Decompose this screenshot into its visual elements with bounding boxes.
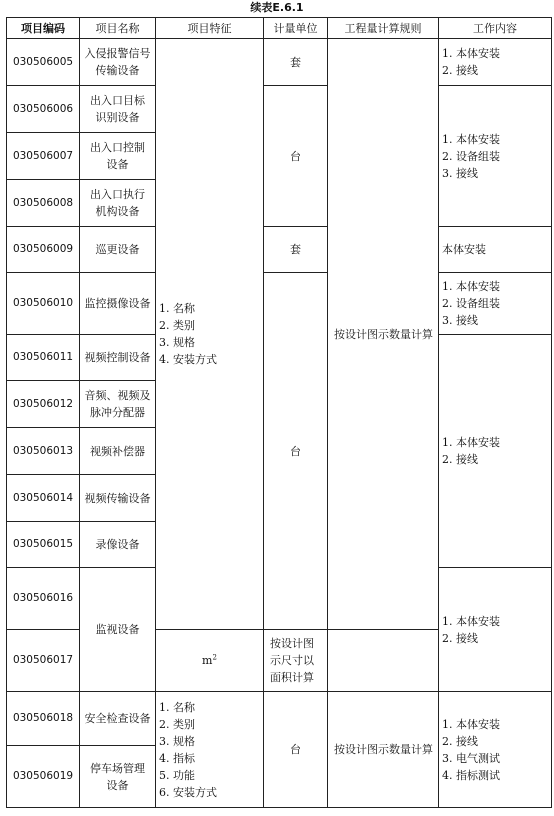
item-code: 030506007 [7,133,80,180]
item-name: 巡更设备 [80,227,156,273]
table-row [7,692,552,746]
item-work: 1. 本体安装 2. 接线 [439,568,552,692]
item-unit: 套 [264,39,328,86]
item-name: 停车场管理 设备 [80,746,156,808]
item-code: 030506019 [7,746,80,808]
header-unit: 计量单位 [264,18,328,39]
item-rule: 按设计图示尺寸以面积计算 [264,630,328,692]
header-row [7,18,552,39]
item-unit: 套 [264,227,328,273]
table-row [7,273,552,335]
header-features: 项目特征 [156,18,264,39]
item-code: 030506009 [7,227,80,273]
item-code: 030506012 [7,381,80,428]
header-rule: 工程量计算规则 [328,18,439,39]
table-row [7,227,552,273]
item-work: 本体安装 [439,227,552,273]
spec-table [6,17,552,808]
item-name: 音频、视频及 脉冲分配器 [80,381,156,428]
table-caption: 续表E.6.1 [250,1,304,14]
item-code: 030506017 [7,630,80,692]
item-rule: 按设计图示数量计算 [328,692,439,808]
item-work: 1. 本体安装 2. 设备组装 3. 接线 [439,86,552,227]
item-code: 030506018 [7,692,80,746]
item-code: 030506013 [7,428,80,475]
item-name: 出入口控制 设备 [80,133,156,180]
item-unit: 台 [264,86,328,227]
item-code: 030506010 [7,273,80,335]
item-code: 030506006 [7,86,80,133]
item-code: 030506015 [7,522,80,568]
item-name: 视频传输设备 [80,475,156,522]
item-unit: 台 [264,273,328,630]
item-code: 030506014 [7,475,80,522]
item-name: 视频补偿器 [80,428,156,475]
item-name: 监视设备 [80,568,156,692]
item-name: 出入口目标 识别设备 [80,86,156,133]
item-unit: 台 [264,692,328,808]
item-features: 1. 名称 2. 类别 3. 规格 4. 安装方式 [156,39,264,630]
table-row [7,86,552,133]
table-row [7,39,552,86]
header-name: 项目名称 [80,18,156,39]
item-name: 入侵报警信号 传输设备 [80,39,156,86]
item-work: 1. 本体安装 2. 接线 [439,39,552,86]
header-work: 工作内容 [439,18,552,39]
item-features: 1. 名称 2. 类别 3. 规格 4. 指标 5. 功能 6. 安装方式 [156,692,264,808]
item-work: 1. 本体安装 2. 接线 3. 电气测试 4. 指标测试 [439,692,552,808]
item-code: 030506016 [7,568,80,630]
item-work: 1. 本体安装 2. 设备组装 3. 接线 [439,273,552,335]
item-rule: 按设计图示数量计算 [328,39,439,630]
item-code: 030506008 [7,180,80,227]
header-code: 项目编码 [7,18,80,39]
item-work: 1. 本体安装 2. 接线 [439,335,552,568]
item-name: 安全检查设备 [80,692,156,746]
item-name: 监控摄像设备 [80,273,156,335]
item-name: 视频控制设备 [80,335,156,381]
item-name: 出入口执行 机构设备 [80,180,156,227]
item-code: 030506005 [7,39,80,86]
item-name: 录像设备 [80,522,156,568]
item-code: 030506011 [7,335,80,381]
item-unit: $m^2$ [156,630,264,692]
